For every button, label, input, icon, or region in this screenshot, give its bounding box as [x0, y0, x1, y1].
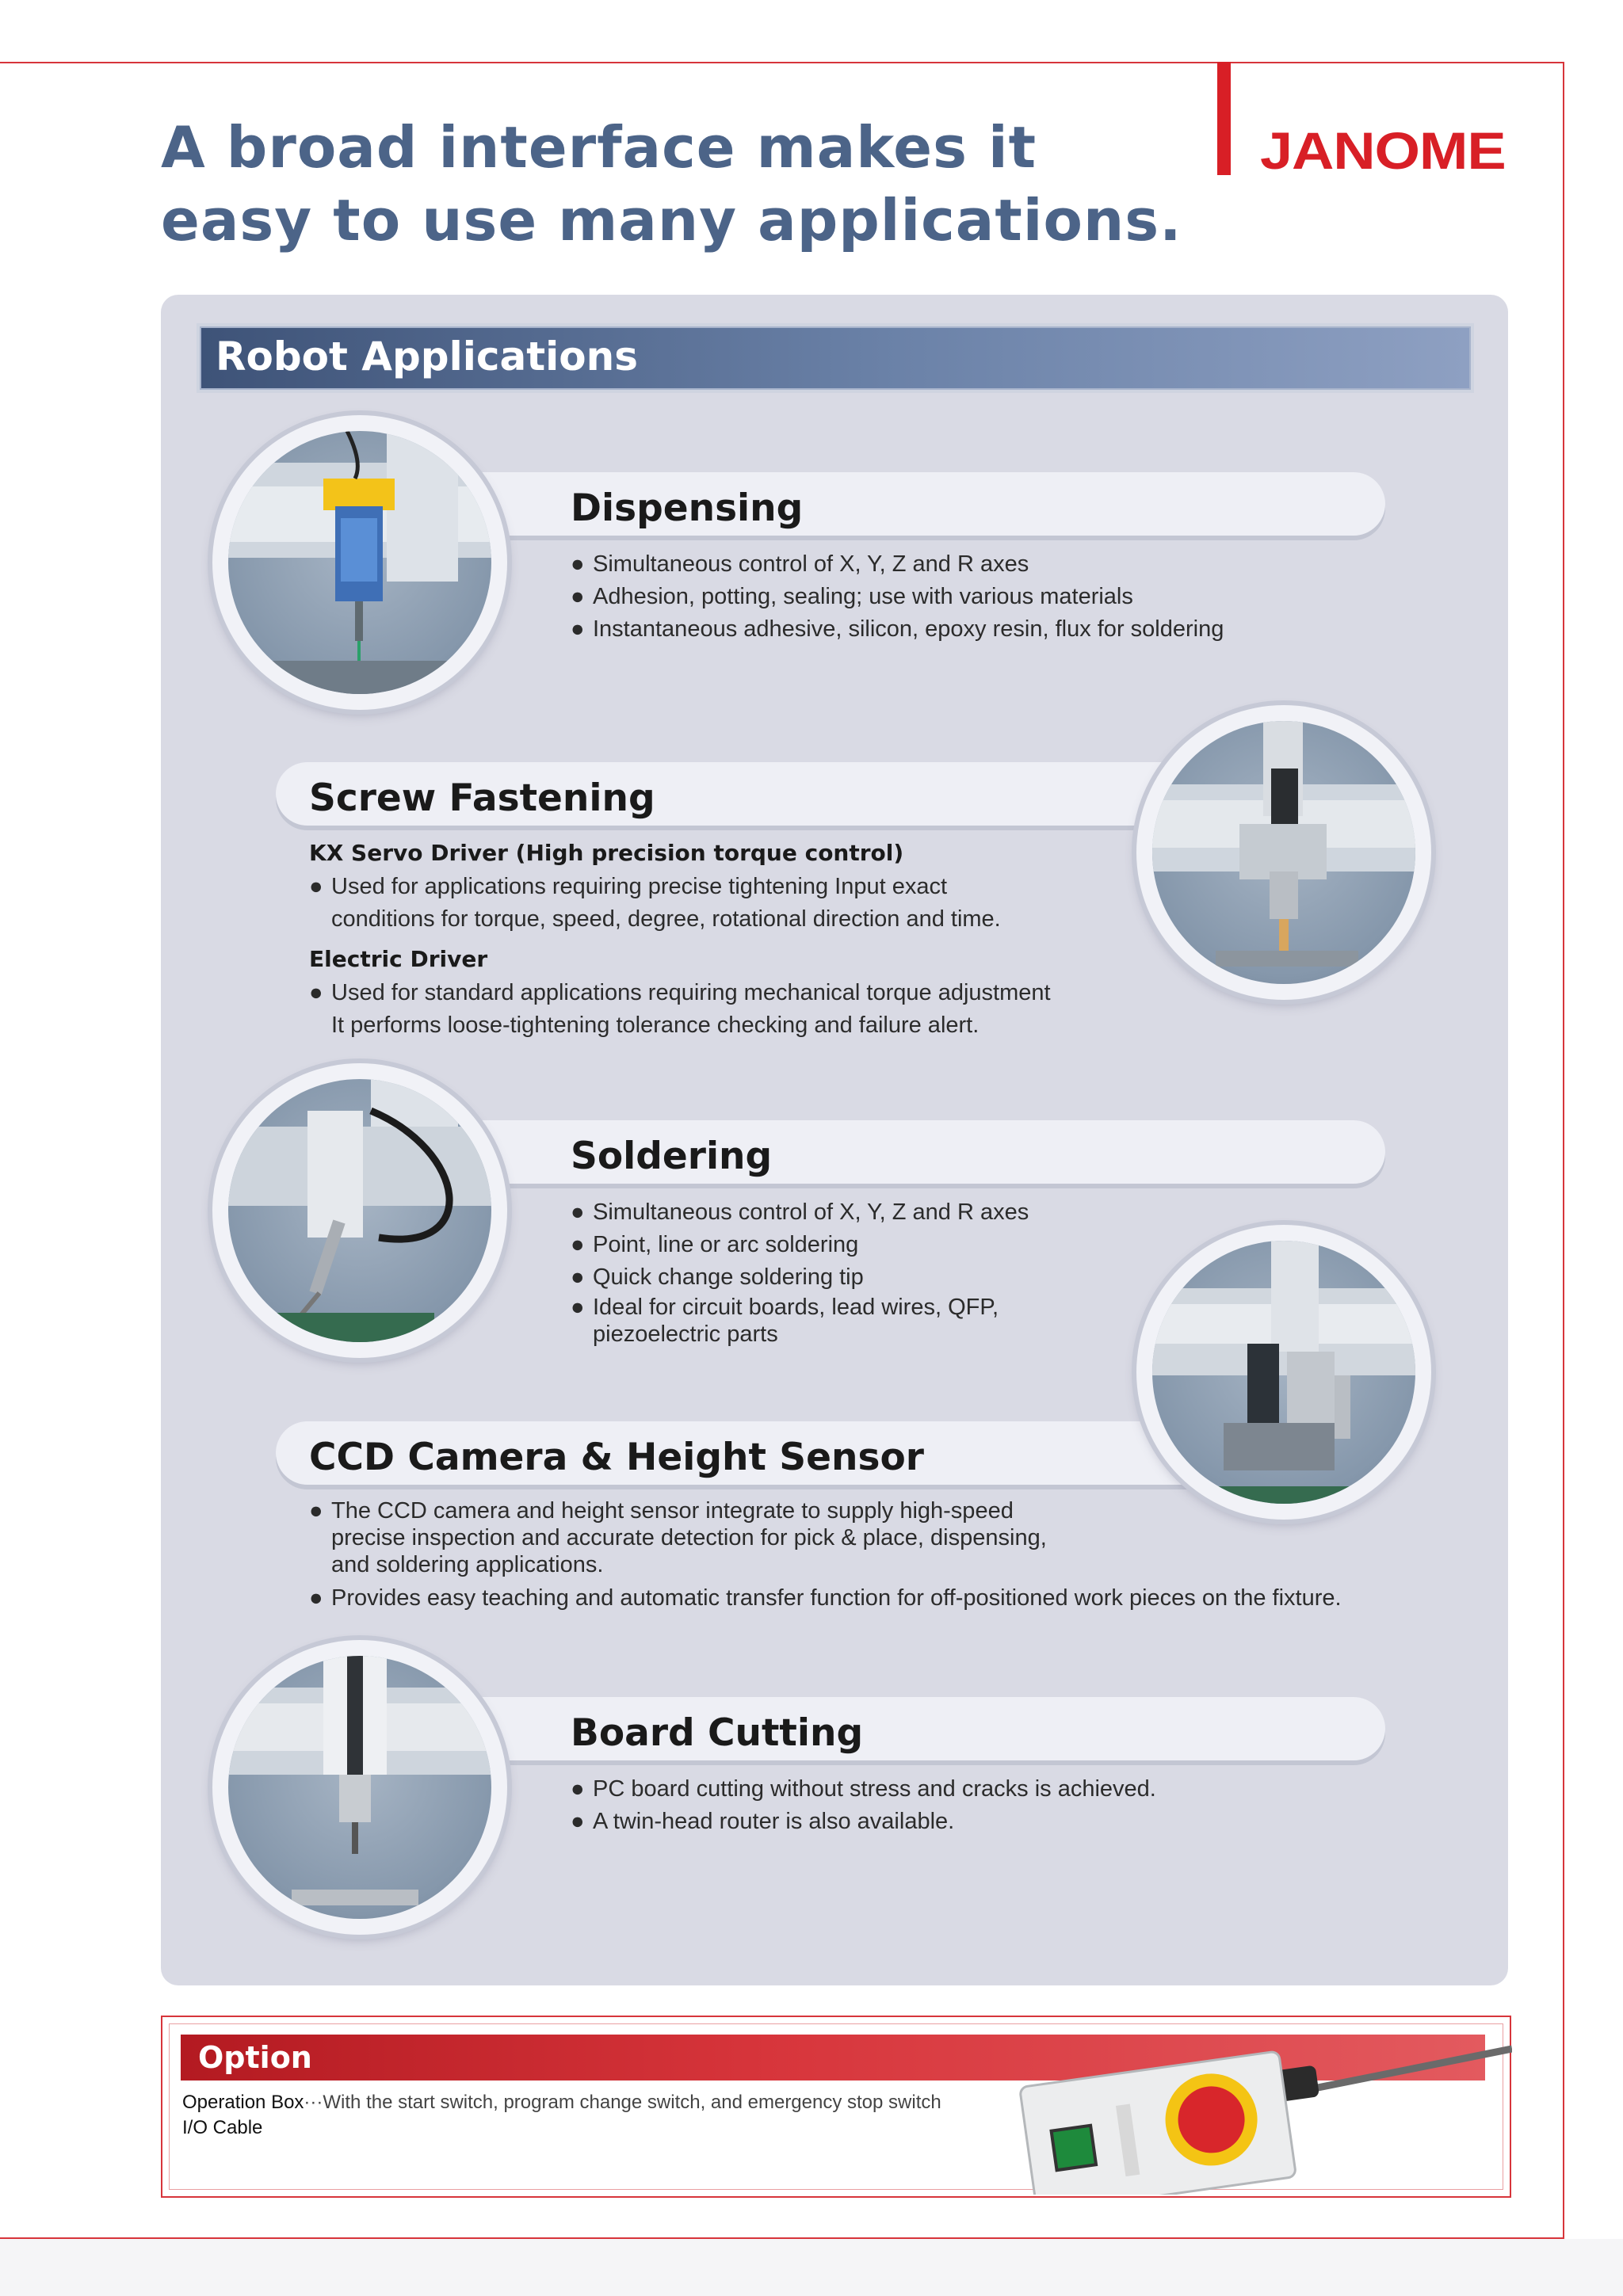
- dispensing-bullet: ● Instantaneous adhesive, silicon, epoxy resin, flux for soldering: [571, 613, 1224, 646]
- ccd-bullet: ● Provides easy teaching and automatic transfer function for off-positioned work pieces on the fixture.: [309, 1585, 1342, 1611]
- electric-driver-bullet-cont: It performs loose-tightening tolerance checking and failure alert.: [331, 1013, 980, 1038]
- headline-line-1: A broad interface makes it: [161, 114, 1037, 181]
- ccd-bullets: [309, 1497, 1342, 1611]
- option-item-io-cable: I/O Cable: [182, 2117, 263, 2138]
- option-items: [182, 2090, 941, 2141]
- ccd-bullet-cont: precise inspection and accurate detection for pick & place, dispensing,: [331, 1525, 1047, 1550]
- option-item-operation-box: [182, 2090, 941, 2115]
- cutting-bullet: ● PC board cutting without stress and cracks is achieved.: [571, 1773, 1156, 1806]
- kx-servo-bullet-cont: conditions for torque, speed, degree, rotational direction and time.: [331, 906, 1001, 932]
- page-bottom-strip: [0, 2239, 1623, 2296]
- brand-logo: JANOME: [1260, 121, 1506, 180]
- option-title: Option: [198, 2040, 312, 2075]
- section-title: Robot Applications: [216, 334, 638, 379]
- dispensing-bullets: [571, 548, 1224, 646]
- dispensing-bullet: ● Adhesion, potting, sealing; use with various materials: [571, 581, 1224, 613]
- cutting-title: Board Cutting: [571, 1711, 864, 1755]
- kx-servo-bullet: ● Used for applications requiring precise tightening Input exact: [309, 871, 1001, 903]
- cutting-bullet: ● A twin-head router is also available.: [571, 1806, 1156, 1838]
- frame-top-line: [0, 62, 1564, 63]
- operation-box-image: [1005, 2036, 1512, 2195]
- operation-box-desc: ···With the start switch, program change switch, and emergency stop switch: [304, 2092, 941, 2113]
- soldering-bullet: ● Simultaneous control of X, Y, Z and R axes: [571, 1196, 1029, 1229]
- cutting-bullets: [571, 1773, 1156, 1838]
- cutting-photo: [212, 1640, 507, 1935]
- soldering-bullets: [571, 1196, 1029, 1348]
- electric-driver-bullets: [309, 977, 1051, 1042]
- soldering-photo: [212, 1063, 507, 1358]
- electric-driver-subhead: Electric Driver: [309, 946, 488, 972]
- screw-title: Screw Fastening: [309, 776, 655, 820]
- soldering-title: Soldering: [571, 1135, 773, 1178]
- soldering-bullet: ● Point, line or arc soldering: [571, 1229, 1029, 1261]
- frame-right-line: [1563, 62, 1564, 2239]
- screwdriver-illustration: [1152, 721, 1415, 984]
- soldering-bullet: ● Quick change soldering tip: [571, 1261, 1029, 1294]
- soldering-illustration: [228, 1079, 491, 1342]
- electric-driver-bullet: ● Used for standard applications requiring mechanical torque adjustment: [309, 977, 1051, 1009]
- ccd-bullet: ● The CCD camera and height sensor integrate to supply high-speed: [309, 1497, 1342, 1524]
- page-headline: [161, 111, 1182, 257]
- ccd-bullet-cont: and soldering applications.: [331, 1552, 604, 1577]
- dispensing-bullet: ● Simultaneous control of X, Y, Z and R axes: [571, 548, 1224, 581]
- operation-box-name: Operation Box: [182, 2092, 304, 2113]
- screw-photo: [1136, 705, 1431, 1000]
- ccd-photo: [1136, 1225, 1431, 1520]
- soldering-bullet: ● Ideal for circuit boards, lead wires, QFP,: [571, 1294, 1029, 1321]
- dispensing-title: Dispensing: [571, 486, 804, 530]
- headline-line-2: easy to use many applications.: [161, 187, 1182, 254]
- kx-servo-bullets: [309, 871, 1001, 936]
- logo-accent-bar: [1217, 62, 1231, 175]
- router-illustration: [228, 1656, 491, 1919]
- ccd-title: CCD Camera & Height Sensor: [309, 1436, 924, 1479]
- dispenser-illustration: [228, 431, 491, 694]
- ccd-camera-illustration: [1152, 1241, 1415, 1504]
- dispensing-photo: [212, 415, 507, 710]
- soldering-bullet-cont: piezoelectric parts: [593, 1322, 778, 1347]
- kx-servo-subhead: KX Servo Driver (High precision torque control): [309, 840, 904, 866]
